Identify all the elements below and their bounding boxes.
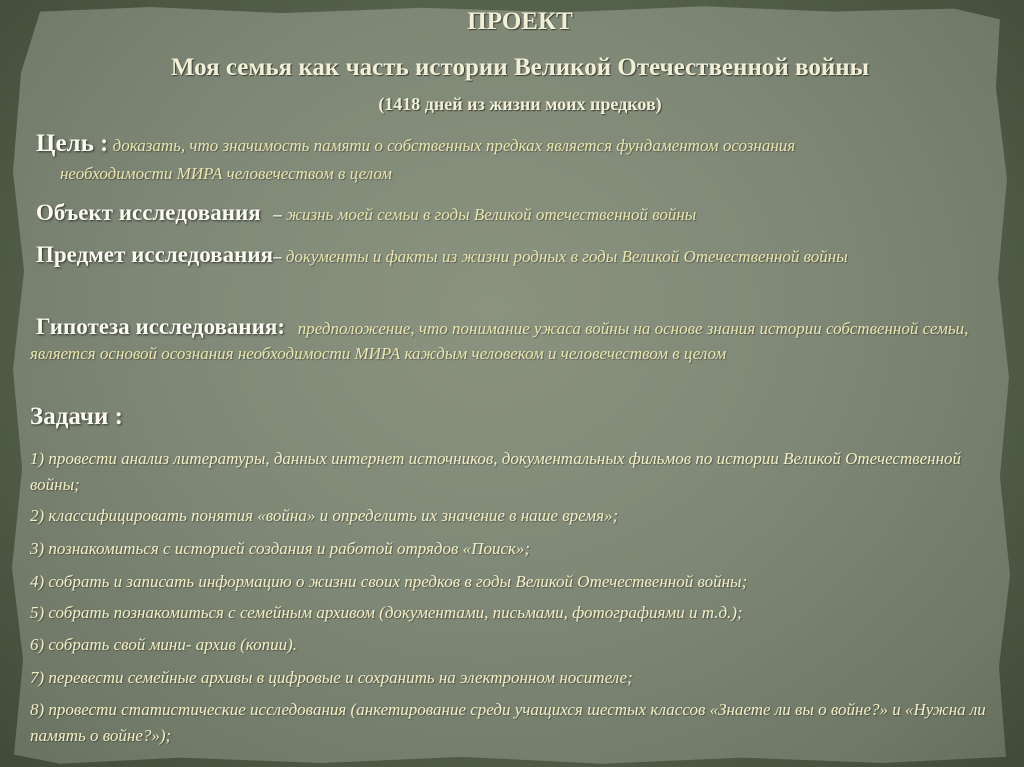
project-title: Моя семья как часть истории Великой Отечественной войны [170, 54, 870, 81]
task-item: 8) провести статистические исследования (анкетирование среди учащихся шестых классов «Знаете ли вы о войне?» и «Нужна ли память о войне?»); [30, 700, 986, 745]
hypothesis-label: Гипотеза исследования: [36, 314, 286, 339]
project-label: ПРОЕКТ [467, 8, 573, 35]
goal-text: доказать, что значимость памяти о собственных предках является фундаментом осознания [112, 136, 796, 155]
object-text: жизнь моей семьи в годы Великой отечественной войны [286, 205, 697, 224]
hypothesis-text: предположение, что понимание ужаса войны на основе знания истории собственной семьи, является основой осознания необходимости МИРА каждым человеком и человечеством в целом [30, 319, 969, 363]
task-item: 1) провести анализ литературы, данных интернет источников, документальных фильмов по истории Великой Отечественной войны; [30, 449, 962, 494]
subject-text: документы и факты из жизни родных в годы Великой Отечественной войны [285, 247, 848, 266]
task-item: 3) познакомиться с историей создания и работой отрядов «Поиск»; [30, 539, 531, 558]
task-item: 4) собрать и записать информацию о жизни своих предков в годы Великой Отечественной войны; [30, 572, 748, 591]
tasks-section [30, 404, 1005, 431]
goal-text-line2: необходимости МИРА человечеством в целом [60, 164, 393, 183]
subject-separator: – [273, 247, 282, 266]
subject-label: Предмет исследования [36, 242, 274, 267]
goal-section [36, 131, 1011, 158]
object-section [36, 200, 1011, 227]
hypothesis-section [30, 314, 1005, 366]
task-item: 7) перевести семейные архивы в цифровые и сохранить на электронном носителе; [30, 668, 633, 687]
goal-text-continued [60, 161, 1024, 186]
task-item: 2) классифицировать понятия «война» и определить их значение в наше время»; [30, 506, 619, 525]
goal-label: Цель : [36, 130, 109, 157]
subject-section [30, 242, 1005, 269]
tasks-heading: Задачи : [30, 403, 123, 430]
task-item: 6) собрать свой мини- архив (копии). [30, 635, 297, 654]
project-subtitle: (1418 дней из жизни моих предков) [378, 94, 662, 114]
object-label: Объект исследования [36, 200, 261, 225]
object-separator: – [273, 205, 282, 224]
task-item: 5) собрать познакомиться с семейным архивом (документами, письмами, фотографиями и т.д.); [30, 603, 743, 622]
